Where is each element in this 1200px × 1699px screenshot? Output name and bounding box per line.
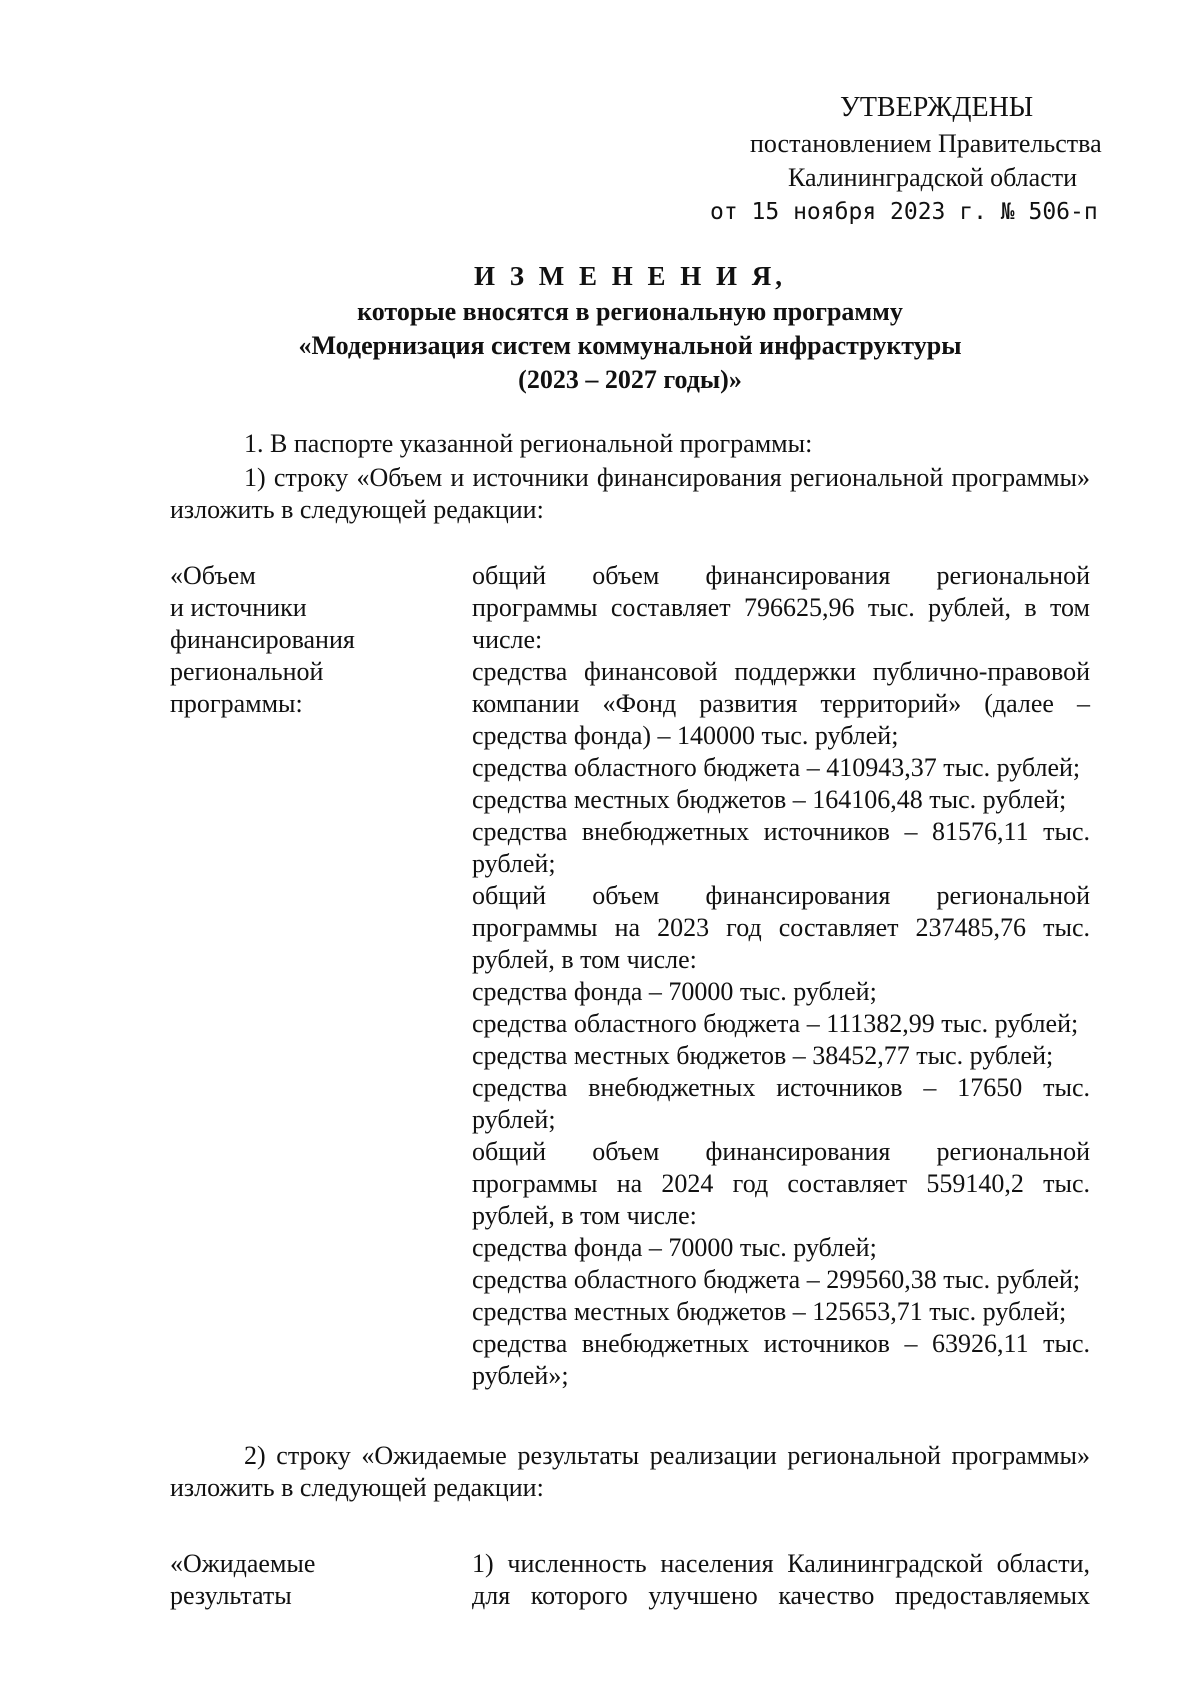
content-item: средства внебюджетных источников – 81576,11 тыс. рублей; [472,817,1090,878]
approval-line-2: Калининградской области [788,163,1078,192]
label-line: финансирования [170,625,355,654]
document-subtitle-3: (2023 – 2027 годы)» [518,365,742,394]
content-item: 1) численность населения Калининградской области, для которого улучшено качество предоставляемых [472,1549,1090,1610]
content-item: средства областного бюджета – 111382,99 тыс. рублей; [472,1009,1079,1038]
paragraph-2: 1) строку «Объем и источники финансирования региональной программы» изложить в следующей редакции: [170,463,1090,524]
label-line: региональной [170,657,324,686]
content-item: средства местных бюджетов – 164106,48 тыс. рублей; [472,785,1067,814]
results-content [472,1548,1090,1612]
content-item: общий объем финансирования региональной программы на 2024 год составляет 559140,2 тыс. рублей, в том числе: [472,1137,1090,1230]
document-subtitle-2: «Модернизация систем коммунальной инфраструктуры [298,331,962,360]
content-item: средства местных бюджетов – 38452,77 тыс. рублей; [472,1041,1054,1070]
approval-line-3: от 15 ноября 2023 г. № 506-п [710,199,1098,225]
content-item: средства фонда – 70000 тыс. рублей; [472,977,877,1006]
content-item: средства областного бюджета – 299560,38 тыс. рублей; [472,1265,1081,1294]
document-subtitle-1: которые вносятся в региональную программу [357,297,903,326]
content-item: средства фонда – 70000 тыс. рублей; [472,1233,877,1262]
approval-line-1: постановлением Правительства [750,129,1102,158]
content-item: общий объем финансирования региональной программы на 2023 год составляет 237485,76 тыс. рублей, в том числе: [472,881,1090,974]
approval-title: УТВЕРЖДЕНЫ [840,92,1034,123]
financing-content [472,560,1090,1392]
paragraph-1: 1. В паспорте указанной региональной программы: [244,429,813,458]
label-line: «Объем [170,561,256,590]
label-line: «Ожидаемые [170,1549,316,1578]
paragraph-3: 2) строку «Ожидаемые результаты реализации региональной программы» изложить в следующей редакции: [170,1441,1090,1502]
content-item: средства областного бюджета – 410943,37 тыс. рублей; [472,753,1081,782]
label-line: и источники [170,593,307,622]
content-item: средства внебюджетных источников – 63926,11 тыс. рублей»; [472,1329,1090,1390]
financing-label [170,560,410,720]
label-line: результаты [170,1581,292,1610]
results-label [170,1548,410,1612]
content-item: общий объем финансирования региональной программы составляет 796625,96 тыс. рублей, в том числе: [472,561,1090,654]
content-item: средства внебюджетных источников – 17650 тыс. рублей; [472,1073,1090,1134]
content-item: средства местных бюджетов – 125653,71 тыс. рублей; [472,1297,1067,1326]
content-item: средства финансовой поддержки публично-правовой компании «Фонд развития территорий» (далее – средства фонда) – 140000 тыс. рублей; [472,657,1090,750]
label-line: программы: [170,689,303,718]
document-title: И З М Е Н Е Н И Я, [473,261,786,291]
